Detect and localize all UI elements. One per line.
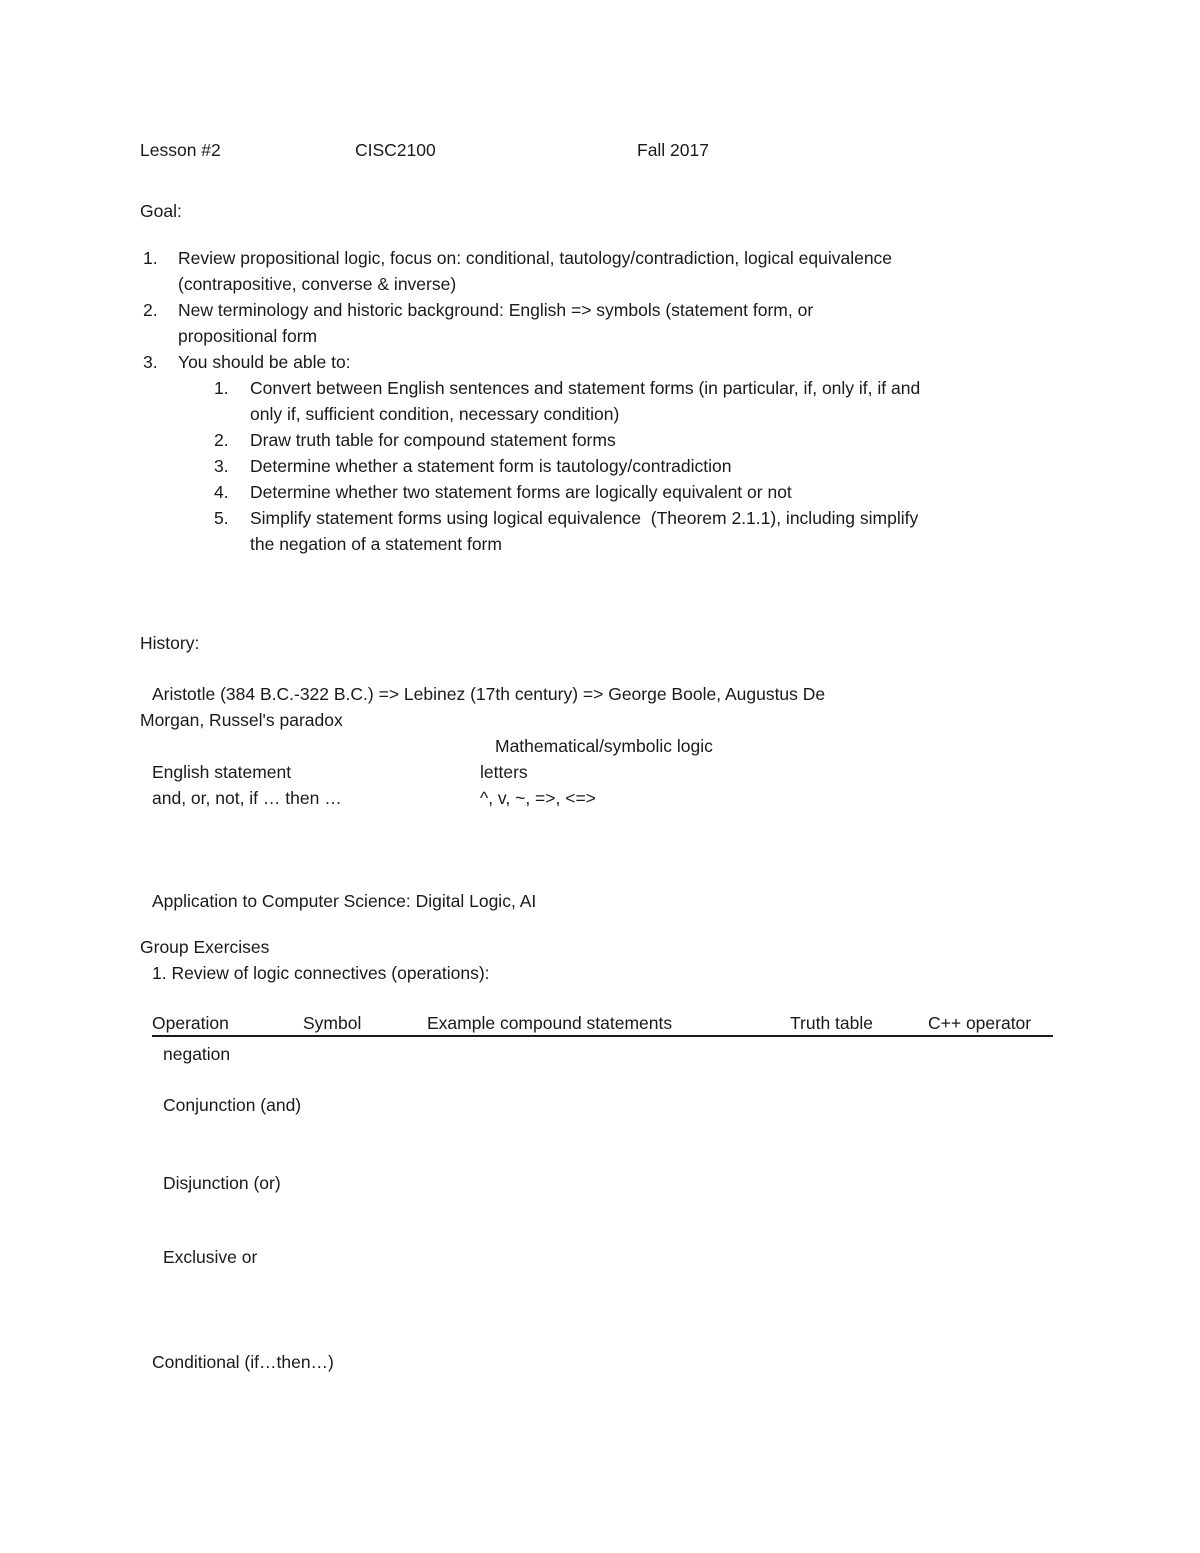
history-heading: History: xyxy=(140,633,200,653)
letters-label: letters xyxy=(480,762,528,782)
list-number: 2. xyxy=(214,430,229,450)
list-number: 5. xyxy=(214,508,229,528)
column-header-truth-table: Truth table xyxy=(790,1013,874,1033)
table-row-disjunction: Disjunction (or) xyxy=(163,1173,281,1193)
text-line: New terminology and historic background: English => symbols (statement form, or xyxy=(178,300,814,320)
text-line: Aristotle (384 B.C.-322 B.C.) => Lebinez (17th century) => George Boole, Augustus De xyxy=(152,684,826,704)
column-header-symbol: Symbol xyxy=(303,1013,362,1033)
translation-row-statement xyxy=(140,759,1100,785)
ability-sublist xyxy=(214,375,1100,557)
english-statement-label: English statement xyxy=(152,762,292,782)
list-number: 1. xyxy=(143,248,158,268)
exercise-item-1: 1. Review of logic connectives (operations): xyxy=(152,963,490,983)
text-line: the negation of a statement form xyxy=(250,534,502,554)
goal-item-2 xyxy=(143,297,1100,349)
text-line: propositional form xyxy=(178,326,318,346)
table-row-exclusive-or: Exclusive or xyxy=(163,1247,258,1267)
symbolic-logic-column-heading: Mathematical/symbolic logic xyxy=(495,736,713,756)
text-line: only if, sufficient condition, necessary condition) xyxy=(250,404,620,424)
group-exercises-heading: Group Exercises xyxy=(140,937,270,957)
lesson-number: Lesson #2 xyxy=(140,140,221,160)
text-line: Morgan, Russel's paradox xyxy=(140,710,343,730)
text-line: You should be able to: xyxy=(178,352,351,372)
column-header-operation: Operation xyxy=(152,1013,229,1033)
column-header-example: Example compound statements xyxy=(427,1013,673,1033)
document-header xyxy=(140,137,1100,163)
ability-item-3 xyxy=(214,453,1100,479)
ability-item-5 xyxy=(214,505,1100,557)
list-number: 2. xyxy=(143,300,158,320)
goal-list xyxy=(140,245,1100,557)
text-line: Simplify statement forms using logical equivalence (Theorem 2.1.1), including simplify xyxy=(250,508,919,528)
text-line: Convert between English sentences and statement forms (in particular, if, only if, if and xyxy=(250,378,921,398)
text-line: (contrapositive, converse & inverse) xyxy=(178,274,457,294)
ability-item-1 xyxy=(214,375,1100,427)
logic-symbols-label: ^, v, ~, =>, <=> xyxy=(480,788,596,808)
ability-item-4 xyxy=(214,479,1100,505)
list-number: 1. xyxy=(214,378,229,398)
list-number: 3. xyxy=(143,352,158,372)
history-paragraph xyxy=(140,681,1100,733)
column-header-cpp-operator: C++ operator xyxy=(928,1013,1032,1033)
text-line: Draw truth table for compound statement forms xyxy=(250,430,616,450)
goal-item-1 xyxy=(143,245,1100,297)
connectives-table-header xyxy=(152,1013,1053,1037)
list-number: 4. xyxy=(214,482,229,502)
ability-item-2 xyxy=(214,427,1100,453)
text-line: Review propositional logic, focus on: conditional, tautology/contradiction, logical equivalence xyxy=(178,248,893,268)
translation-row-connectives xyxy=(140,785,1100,811)
course-code: CISC2100 xyxy=(355,140,436,160)
english-connectives-label: and, or, not, if … then … xyxy=(152,788,342,808)
goal-item-3 xyxy=(143,349,1100,557)
goal-heading: Goal: xyxy=(140,201,182,221)
text-line: Determine whether a statement form is tautology/contradiction xyxy=(250,456,732,476)
text-line: Determine whether two statement forms are logically equivalent or not xyxy=(250,482,792,502)
table-row-negation: negation xyxy=(163,1044,231,1064)
application-line: Application to Computer Science: Digital Logic, AI xyxy=(152,891,537,911)
term-label: Fall 2017 xyxy=(637,140,709,160)
list-number: 3. xyxy=(214,456,229,476)
table-row-conjunction: Conjunction (and) xyxy=(163,1095,302,1115)
table-row-conditional: Conditional (if…then…) xyxy=(152,1352,334,1372)
